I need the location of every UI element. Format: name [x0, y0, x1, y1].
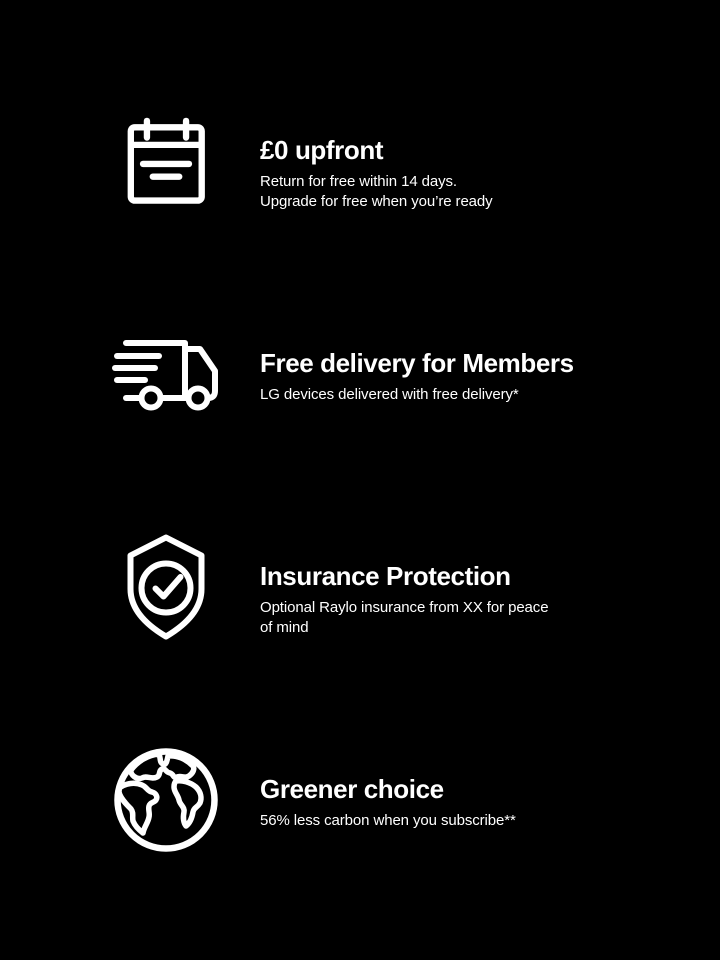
- description-line: Upgrade for free when you’re ready: [260, 192, 493, 210]
- description-line: Optional Raylo insurance from XX for peace: [260, 598, 549, 616]
- feature-description: [260, 172, 493, 212]
- feature-row-insurance: [0, 532, 720, 642]
- feature-title: Greener choice: [260, 773, 444, 804]
- feature-title: Insurance Protection: [260, 560, 511, 591]
- feature-text-greener: [260, 745, 516, 855]
- feature-description: [260, 598, 548, 638]
- feature-row-greener: [0, 745, 720, 855]
- feature-title: Free delivery for Members: [260, 347, 574, 378]
- description-line: LG devices delivered with free delivery*: [260, 385, 519, 403]
- feature-row-upfront: [0, 106, 720, 216]
- delivery-truck-icon: [112, 319, 220, 429]
- description-line: 56% less carbon when you subscribe**: [260, 811, 516, 829]
- feature-text-insurance: [260, 532, 548, 642]
- feature-title: £0 upfront: [260, 134, 384, 165]
- feature-description: [260, 385, 574, 405]
- description-line: of mind: [260, 618, 309, 636]
- shield-check-icon: [112, 532, 220, 642]
- feature-text-delivery: [260, 319, 574, 429]
- feature-text-upfront: [260, 106, 493, 216]
- feature-row-delivery: [0, 319, 720, 429]
- feature-description: [260, 811, 516, 831]
- calendar-icon: [112, 106, 220, 216]
- globe-icon: [112, 745, 220, 855]
- description-line: Return for free within 14 days.: [260, 172, 457, 190]
